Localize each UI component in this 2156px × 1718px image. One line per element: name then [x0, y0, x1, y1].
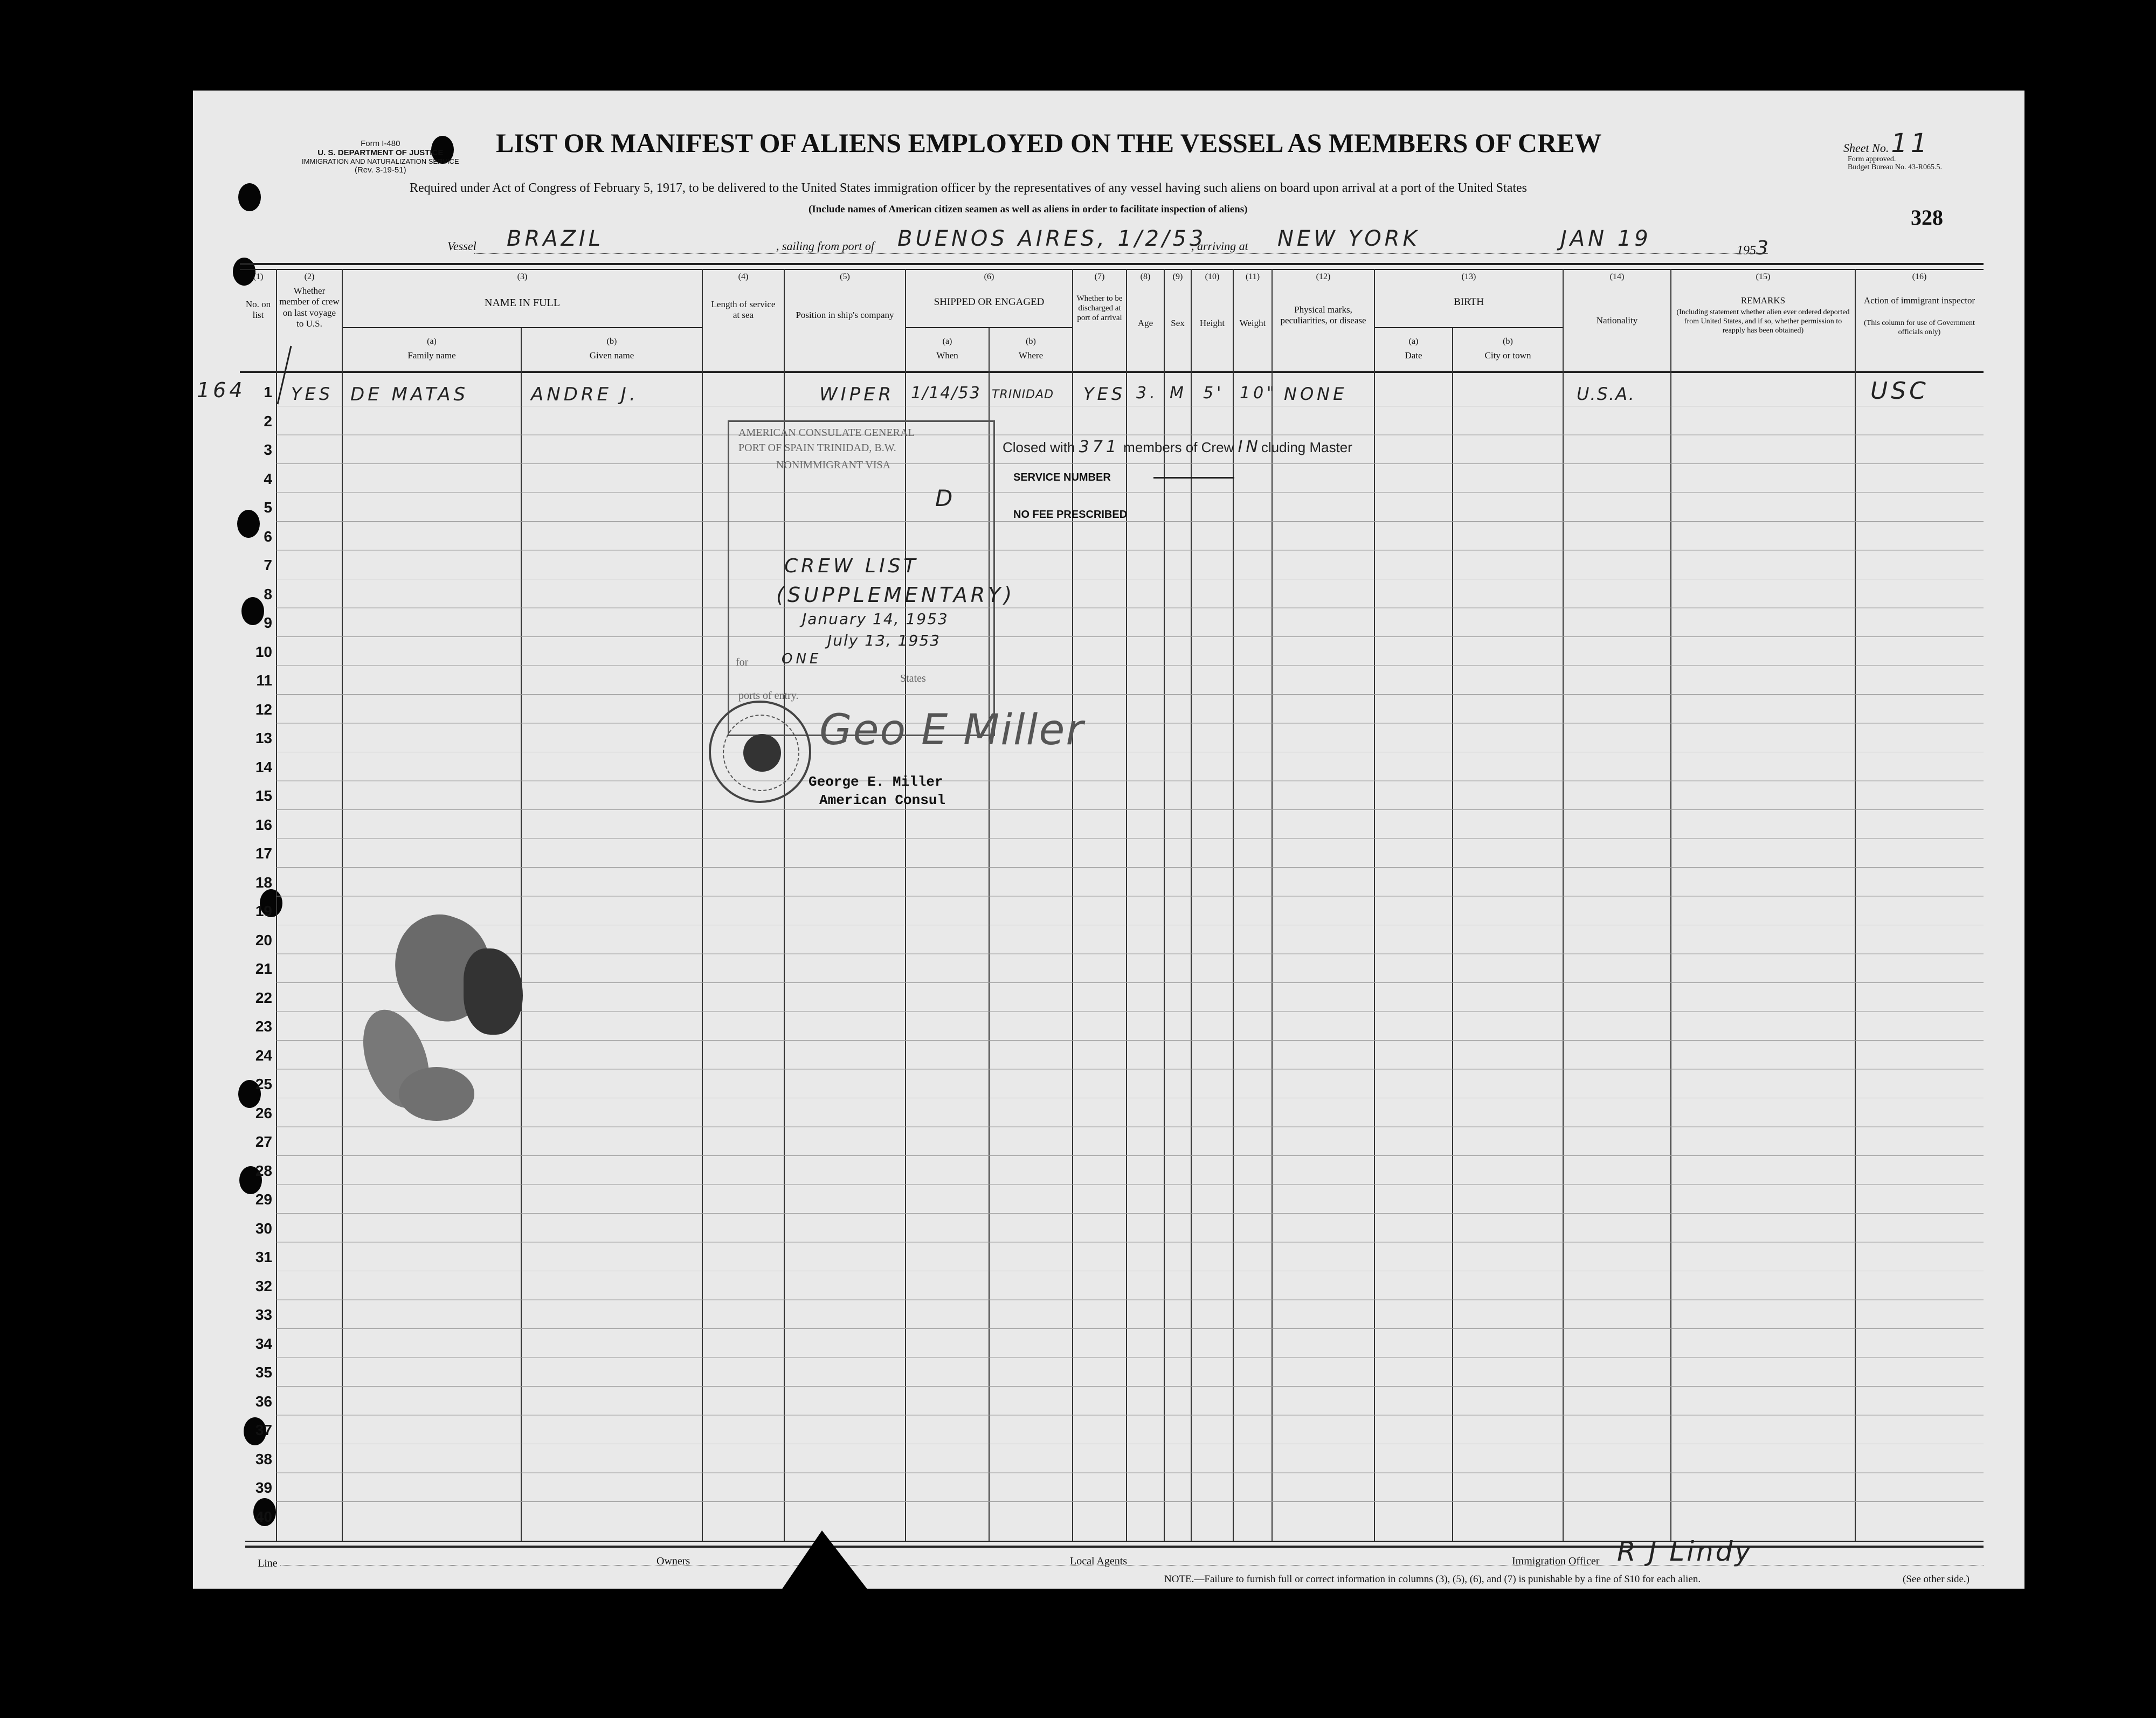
row-number: 24	[255, 1047, 272, 1064]
consul-name: George E. Miller	[808, 774, 943, 790]
to-be-discharged: YES	[1083, 384, 1126, 404]
consulate-line-3: NONIMMIGRANT VISA	[776, 459, 891, 471]
vessel-name: BRAZIL	[507, 226, 604, 251]
col-15-num: (15)	[1756, 272, 1771, 281]
col-9-num: (9)	[1172, 272, 1183, 281]
torn-notch	[782, 1530, 868, 1590]
col-6b-num: (b)	[1026, 337, 1036, 346]
col-13-num: (13)	[1461, 272, 1476, 281]
arrival-date: JAN 19	[1560, 226, 1651, 251]
row-number: 25	[255, 1076, 272, 1092]
shipped-where: TRINIDAD	[992, 388, 1054, 401]
col-6-label: SHIPPED OR ENGAGED	[934, 296, 1045, 308]
col-14-num: (14)	[1609, 272, 1625, 281]
consul-signature: Geo E Miller	[819, 706, 1084, 754]
arrival-year-hand: 3	[1756, 237, 1768, 259]
col-6a-num: (a)	[942, 337, 952, 346]
col-10-label: Height	[1199, 318, 1225, 328]
row-number: 13	[255, 730, 272, 746]
stain	[399, 1067, 474, 1121]
row-number: 33	[255, 1306, 272, 1323]
age: 3.	[1136, 384, 1158, 403]
col-3b-num: (b)	[606, 337, 617, 346]
row-number: 5	[264, 499, 272, 516]
row-number: 11	[256, 672, 272, 689]
sheet-number: 11	[1891, 128, 1931, 158]
col-1-num: (1)	[253, 272, 264, 281]
vessel-label: Vessel	[447, 239, 476, 253]
date-valid-until: July 13, 1953	[827, 632, 941, 649]
shipped-when: 1/14/53	[911, 384, 981, 403]
row-number: 8	[264, 585, 272, 602]
row-number: 6	[264, 528, 272, 545]
consul-title: American Consul	[819, 792, 946, 808]
row-number: 14	[255, 758, 272, 775]
footer-see-other-side: (See other side.)	[1903, 1574, 1970, 1585]
visa-class-letter: D	[935, 485, 956, 511]
row-number: 4	[264, 470, 272, 487]
service-name: IMMIGRATION AND NATURALIZATION SERVICE	[302, 157, 459, 165]
row-number: 20	[255, 931, 272, 948]
margin-number: 164	[197, 378, 246, 402]
service-number-dash	[1153, 477, 1234, 479]
closed-count: 3	[1079, 438, 1093, 456]
form-revision: (Rev. 3-19-51)	[354, 165, 406, 175]
col-12-num: (12)	[1316, 272, 1331, 281]
supplementary-label: (SUPPLEMENTARY)	[776, 583, 1015, 607]
row-number: 3	[264, 441, 272, 458]
row-number: 29	[255, 1191, 272, 1208]
row-number: 10	[255, 643, 272, 660]
row-number: 18	[255, 874, 272, 891]
row-number: 1	[264, 384, 272, 400]
row-number: 21	[255, 960, 272, 977]
row-number: 12	[255, 701, 272, 718]
row-number: 16	[255, 816, 272, 833]
col-3b-label: Given name	[589, 350, 634, 361]
row-number: 15	[255, 787, 272, 804]
row-number: 23	[255, 1018, 272, 1035]
family-name: DE MATAS	[350, 384, 469, 405]
col-8-num: (8)	[1140, 272, 1151, 281]
row-number: 22	[255, 989, 272, 1006]
col-2-label: Whether member of crew on last voyage to U.S.	[279, 286, 340, 329]
col-13a-label: Date	[1405, 350, 1422, 361]
col-6b-label: Where	[1018, 350, 1044, 361]
nationality: U.S.A.	[1577, 384, 1635, 404]
consulate-line-1: AMERICAN CONSULATE GENERAL	[738, 427, 915, 439]
col-1-label: No. on list	[245, 299, 271, 321]
col-11-num: (11)	[1245, 272, 1260, 281]
col-16-num: (16)	[1912, 272, 1927, 281]
position: WIPER	[819, 384, 895, 405]
members-label: members of Crew	[1123, 439, 1234, 455]
col-15-label: REMARKS	[1740, 295, 1786, 306]
row-number: 28	[255, 1162, 272, 1179]
row-number: 7	[264, 557, 272, 573]
col-10-num: (10)	[1205, 272, 1220, 281]
ports-of-entry: ports of entry.	[738, 690, 799, 702]
col-3-label: NAME IN FULL	[485, 297, 560, 309]
col-13-label: BIRTH	[1454, 296, 1484, 308]
col-3a-label: Family name	[407, 350, 456, 361]
row-number: 39	[255, 1479, 272, 1496]
inspector-action: USC	[1870, 377, 1929, 405]
physical-marks: NONE	[1284, 384, 1348, 404]
last-voyage: YES	[291, 384, 334, 404]
col-6-num: (6)	[984, 272, 994, 281]
col-9-label: Sex	[1171, 318, 1185, 328]
date-issued: January 14, 1953	[802, 610, 949, 628]
row-number: 31	[255, 1249, 272, 1265]
officer-signature: R J Lindy	[1617, 1536, 1753, 1567]
department: U. S. DEPARTMENT OF JUSTICE	[317, 148, 444, 158]
row-number: 32	[255, 1277, 272, 1294]
col-13a-num: (a)	[1408, 337, 1419, 346]
height: 5'	[1203, 384, 1225, 403]
row-number: 34	[255, 1335, 272, 1352]
col-7-num: (7)	[1094, 272, 1105, 281]
weight: 10"	[1240, 384, 1277, 403]
footer-officer-label: Immigration Officer	[1512, 1555, 1600, 1567]
closed-count-b: 71	[1092, 438, 1120, 456]
row-number: 26	[255, 1104, 272, 1121]
col-3-num: (3)	[517, 272, 528, 281]
consular-seal	[709, 701, 811, 803]
col-8-label: Age	[1137, 318, 1153, 328]
closed-with-label: Closed with	[1003, 439, 1075, 455]
col-6a-label: When	[936, 350, 958, 361]
form-subnote: (Include names of American citizen seamen as well as aliens in order to facilitate inspection of aliens)	[808, 204, 1248, 215]
including-master: cluding Master	[1261, 439, 1352, 455]
col-13b-label: City or town	[1484, 350, 1531, 361]
service-number-label: SERVICE NUMBER	[1013, 472, 1111, 483]
given-name: ANDRE J.	[531, 384, 639, 405]
form-title: LIST OR MANIFEST OF ALIENS EMPLOYED ON THE VESSEL AS MEMBERS OF CREW	[496, 128, 1602, 158]
footer-agents-label: Local Agents	[1070, 1555, 1128, 1567]
for-label: for	[736, 656, 749, 668]
arriving-at: NEW YORK	[1277, 226, 1420, 251]
col-13b-num: (b)	[1503, 337, 1513, 346]
row-number: 40	[255, 1508, 272, 1525]
col-15-note: (Including statement whether alien ever ordered deported from United States, and if so, whether permission to reapply has been obtained)	[1676, 308, 1850, 335]
col-4-label: Length of service at sea	[711, 299, 776, 321]
row-number: 19	[255, 903, 272, 919]
footer-note: NOTE.—Failure to furnish full or correct information in columns (3), (5), (6), and (7) is punishable by a fine of $10 for each alien.	[1164, 1574, 1701, 1585]
sheet-label: Sheet No.	[1843, 141, 1889, 155]
row-number: 30	[255, 1220, 272, 1237]
sailing-from: BUENOS AIRES, 1/2/53	[897, 226, 1207, 251]
col-14-label: Nationality	[1596, 315, 1638, 325]
col-16-label: Action of immigrant inspector	[1863, 295, 1975, 306]
footer-line-label: Line	[258, 1557, 278, 1569]
row-number: 2	[264, 412, 272, 430]
arrival-year-printed: 195	[1737, 244, 1756, 258]
approval-note: Form approved.	[1848, 155, 1896, 163]
row-number: 36	[255, 1393, 272, 1410]
row-number: 35	[255, 1364, 272, 1381]
list-number: 328	[1911, 205, 1943, 230]
row-number: 17	[255, 845, 272, 862]
sailing-label: , sailing from port of	[776, 239, 874, 253]
form-subtitle: Required under Act of Congress of February 5, 1917, to be delivered to the United States immigration officer by the representatives of any vessel having such aliens on board upon arrival at a port of the United States	[410, 181, 1528, 195]
consulate-line-2: PORT OF SPAIN TRINIDAD, B.W.	[738, 442, 896, 454]
col-4-num: (4)	[738, 272, 749, 281]
budget-bureau: Budget Bureau No. 43-R065.5.	[1848, 163, 1942, 172]
col-2-num: (2)	[304, 272, 315, 281]
col-11-label: Weight	[1239, 318, 1266, 328]
united-states-label: States	[900, 673, 926, 684]
sex: M	[1170, 384, 1187, 403]
row-number: 27	[255, 1133, 272, 1150]
col-12-label: Physical marks, peculiarities, or disease	[1280, 304, 1366, 326]
row-number: 38	[255, 1450, 272, 1467]
for-value: ONE	[782, 651, 822, 667]
no-fee-label: NO FEE PRESCRIBED	[1013, 509, 1128, 521]
col-3a-num: (a)	[427, 337, 437, 346]
col-5-num: (5)	[840, 272, 850, 281]
arriving-label: , arriving at	[1191, 239, 1248, 253]
including-mark: IN	[1238, 438, 1261, 456]
col-7-label: Whether to be discharged at port of arrival	[1076, 294, 1123, 322]
row-number: 9	[264, 614, 272, 631]
line-mark	[272, 345, 294, 410]
col-5-label: Position in ship's company	[796, 310, 894, 320]
form-number: Form I-480	[361, 139, 400, 148]
crew-list-label: CREW LIST	[784, 555, 919, 577]
row-number: 37	[255, 1422, 272, 1438]
footer-owners-label: Owners	[657, 1555, 690, 1567]
col-16-note: (This column for use of Government officials only)	[1864, 319, 1975, 336]
